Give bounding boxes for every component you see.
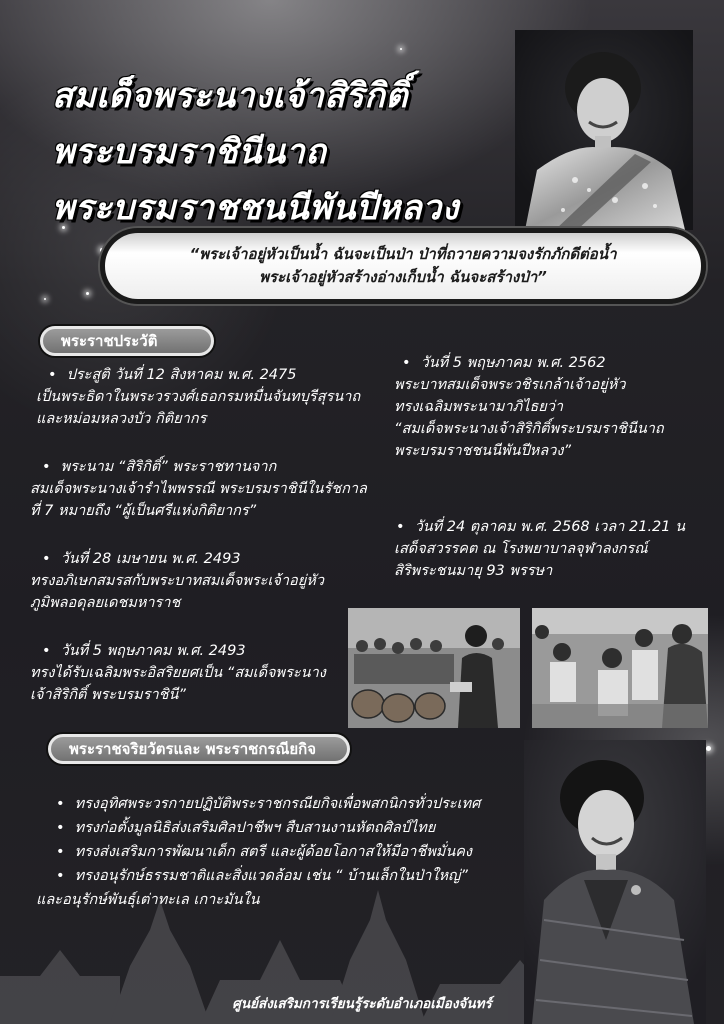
entry-line: • วันที่ 28 เมษายน พ.ศ. 2493 bbox=[30, 548, 324, 570]
biography-entry bbox=[30, 640, 326, 706]
portrait-photo-bottom bbox=[524, 740, 706, 1024]
activity-photo-handicraft bbox=[348, 608, 520, 728]
section-heading-works: พระราชจริยวัตรและ พระราชกรณียกิจ bbox=[48, 734, 350, 764]
sparkle-decoration bbox=[44, 298, 46, 300]
entry-line: • พระนาม “สิริกิติ์” พระราชทานจาก bbox=[30, 456, 367, 478]
list-item: • ทรงอุทิศพระวรกายปฏิบัติพระราชกรณียกิจเพื่อพสกนิกรทั่วประเทศ bbox=[36, 792, 480, 816]
entry-line: สิริพระชนมายุ 93 พรรษา bbox=[394, 563, 553, 579]
biography-entry bbox=[394, 352, 664, 462]
sparkle-decoration bbox=[400, 48, 402, 50]
entry-line: • วันที่ 5 พฤษภาคม พ.ศ. 2562 bbox=[394, 352, 664, 374]
biography-entry bbox=[30, 456, 367, 522]
sparkle-decoration bbox=[86, 292, 89, 295]
title-line-2: พระบรมราชินีนาถ bbox=[52, 132, 327, 172]
entry-line: • วันที่ 5 พฤษภาคม พ.ศ. 2493 bbox=[30, 640, 326, 662]
entry-line: ทรงอภิเษกสมรสกับพระบาทสมเด็จพระเจ้าอยู่หัว bbox=[30, 573, 324, 589]
portrait-photo-top bbox=[515, 30, 693, 230]
list-item: • ทรงอนุรักษ์ธรรมชาติและสิ่งแวดล้อม เช่น “ บ้านเล็กในป่าใหญ่” bbox=[36, 864, 480, 888]
entry-line: เป็นพระธิดาในพระวรวงศ์เธอกรมหมื่นจันทบุรีสุรนาถ bbox=[36, 389, 361, 405]
entry-line: ที่ 7 หมายถึง “ผู้เป็นศรีแห่งกิติยากร” bbox=[30, 503, 257, 519]
entry-line: เจ้าสิริกิติ์ พระบรมราชินี” bbox=[30, 687, 186, 703]
biography-entry bbox=[30, 548, 324, 614]
entry-line: • วันที่ 24 ตุลาคม พ.ศ. 2568 เวลา 21.21 น bbox=[394, 516, 685, 538]
title-line-1: สมเด็จพระนางเจ้าสิริกิติ์ bbox=[52, 76, 408, 116]
entry-line: สมเด็จพระนางเจ้ารำไพพรรณี พระบรมราชินีในรัชกาล bbox=[30, 481, 367, 497]
entry-line: “สมเด็จพระนางเจ้าสิริกิติ์พระบรมราชินีนาถ bbox=[394, 421, 664, 437]
entry-line: ภูมิพลอดุลยเดชมหาราช bbox=[30, 595, 181, 611]
section-heading-biography: พระราชประวัติ bbox=[40, 326, 214, 356]
entry-line: พระบรมราชชนนีพันปีหลวง” bbox=[394, 443, 571, 459]
biography-entry bbox=[394, 516, 685, 582]
entry-line: ทรงเฉลิมพระนามาภิไธยว่า bbox=[394, 399, 564, 415]
list-item: • ทรงก่อตั้งมูลนิธิส่งเสริมศิลปาชีพฯ สืบสานงานหัตถศิลป์ไทย bbox=[36, 816, 480, 840]
footer-credit: ศูนย์ส่งเสริมการเรียนรู้ระดับอำเภอเมืองจันทร์ bbox=[232, 996, 492, 1012]
quote-box bbox=[100, 228, 706, 304]
entry-line: • ประสูติ วันที่ 12 สิงหาคม พ.ศ. 2475 bbox=[36, 364, 360, 386]
list-item: • ทรงส่งเสริมการพัฒนาเด็ก สตรี และผู้ด้อยโอกาสให้มีอาชีพมั่นคง bbox=[36, 840, 480, 864]
entry-line: เสด็จสวรรคต ณ โรงพยาบาลจุฬาลงกรณ์ bbox=[394, 541, 648, 557]
sparkle-decoration bbox=[706, 746, 711, 751]
entry-line: พระบาทสมเด็จพระวชิรเกล้าเจ้าอยู่หัว bbox=[394, 377, 626, 393]
biography-entry bbox=[36, 364, 360, 430]
quote-line-2: พระเจ้าอยู่หัวสร้างอ่างเก็บน้ำ ฉันจะสร้างป่า” bbox=[259, 268, 547, 286]
list-item-continuation: และอนุรักษ์พันธุ์เต่าทะเล เกาะมันใน bbox=[36, 892, 260, 908]
entry-line: และหม่อมหลวงบัว กิติยากร bbox=[36, 411, 207, 427]
title-line-3: พระบรมราชชนนีพันปีหลวง bbox=[52, 188, 459, 228]
activity-photo-children bbox=[532, 608, 708, 728]
entry-line: ทรงได้รับเฉลิมพระอิสริยยศเป็น “สมเด็จพระนาง bbox=[30, 665, 326, 681]
quote-line-1: “พระเจ้าอยู่หัวเป็นน้ำ ฉันจะเป็นป่า ป่าที่ถวายความจงรักภักดีต่อน้ำ bbox=[189, 245, 617, 263]
